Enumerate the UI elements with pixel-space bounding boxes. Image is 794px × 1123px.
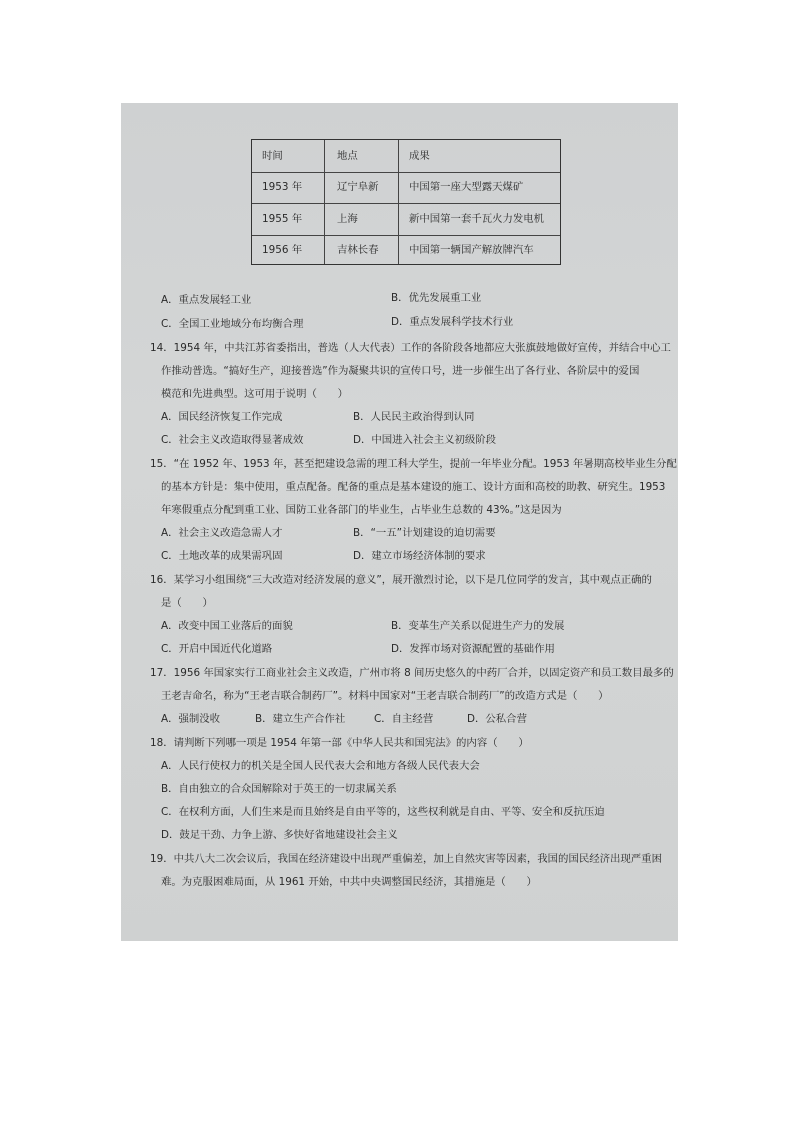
table-row [252, 172, 560, 205]
q13-option-a: A．重点发展轻工业 [161, 294, 252, 306]
cell-place: 吉林长春 [337, 244, 379, 257]
achievements-table [251, 139, 561, 265]
q13-option-d: D．重点发展科学技术行业 [391, 316, 514, 328]
q16-option-b: B．变革生产关系以促进生产力的发展 [391, 620, 565, 632]
q13-option-c: C．全国工业地域分布均衡合理 [161, 318, 304, 330]
q16-option-d: D．发挥市场对资源配置的基础作用 [391, 643, 555, 655]
header-result: 成果 [409, 149, 430, 162]
table-row [252, 235, 560, 267]
q18-stem: 18．请判断下列哪一项是 1954 年第一部《中华人民共和国宪法》的内容（ ） [150, 737, 529, 749]
table-row [252, 203, 560, 236]
q16-stem-line-2: 是（ ） [161, 597, 213, 609]
q16-stem-line-1: 16．某学习小组围绕“三大改造对经济发展的意义”，展开激烈讨论，以下是几位同学的发言，其中观点正确的 [150, 574, 652, 586]
q19-stem-line-2: 难。为克服困难局面，从 1961 开始，中共中央调整国民经济，其措施是（ ） [161, 876, 537, 888]
header-time: 时间 [262, 149, 283, 162]
q17-option-a: A．强制没收 [161, 713, 221, 725]
q14-option-c: C．社会主义改造取得显著成效 [161, 434, 304, 446]
q18-option-d: D．鼓足干劲、力争上游、多快好省地建设社会主义 [161, 829, 398, 841]
q18-option-b: B．自由独立的合众国解除对于英王的一切隶属关系 [161, 783, 397, 795]
q16-option-c: C．开启中国近代化道路 [161, 643, 273, 655]
q17-option-d: D．公私合营 [467, 713, 527, 725]
header-place: 地点 [337, 149, 358, 162]
cell-result: 中国第一辆国产解放牌汽车 [409, 244, 534, 257]
q15-option-a: A．社会主义改造急需人才 [161, 527, 283, 539]
q17-option-b: B．建立生产合作社 [255, 713, 346, 725]
q14-option-d: D．中国进入社会主义初级阶段 [353, 434, 497, 446]
q15-stem-line-2: 的基本方针是：集中使用，重点配备。配备的重点是基本建设的施工、设计方面和高校的助教、研究生。1953 [161, 481, 666, 493]
q16-option-a: A．改变中国工业落后的面貌 [161, 620, 293, 632]
table-header-row [252, 140, 560, 173]
cell-place: 辽宁阜新 [337, 181, 379, 194]
cell-result: 新中国第一套千瓦火力发电机 [409, 212, 545, 225]
q17-stem-line-1: 17．1956 年国家实行工商业社会主义改造，广州市将 8 间历史悠久的中药厂合并，以固定资产和员工数目最多的 [150, 667, 674, 679]
q15-option-c: C．土地改革的成果需巩固 [161, 550, 283, 562]
cell-place: 上海 [337, 212, 358, 225]
q18-option-c: C．在权利方面，人们生来是而且始终是自由平等的，这些权利就是自由、平等、安全和反抗压迫 [161, 806, 605, 818]
cell-time: 1955 年 [262, 212, 303, 225]
q15-stem-line-1: 15．“在 1952 年、1953 年，甚至把建设急需的理工科大学生，提前一年毕业分配。1953 年暑期高校毕业生分配 [150, 458, 677, 470]
q18-option-a: A．人民行使权力的机关是全国人民代表大会和地方各级人民代表大会 [161, 760, 480, 772]
scanned-exam-page [121, 103, 678, 941]
q19-stem-line-1: 19．中共八大二次会议后，我国在经济建设中出现严重偏差，加上自然灾害等因素，我国的国民经济出现严重困 [150, 853, 662, 865]
q14-option-a: A．国民经济恢复工作完成 [161, 411, 283, 423]
q13-option-b: B．优先发展重工业 [391, 292, 482, 304]
q14-stem-line-3: 模范和先进典型。这可用于说明（ ） [161, 388, 349, 400]
q15-option-d: D．建立市场经济体制的要求 [353, 550, 486, 562]
q14-stem-line-2: 作推动普选。“搞好生产，迎接普选”作为凝聚共识的宣传口号，进一步催生出了各行业、各阶层中的爱国 [161, 365, 640, 377]
q17-stem-line-2: 王老吉命名，称为“王老吉联合制药厂”。材料中国家对“王老吉联合制药厂”的改造方式是（ ） [161, 690, 609, 702]
q15-stem-line-3: 年寒假重点分配到重工业、国防工业各部门的毕业生，占毕业生总数的 43%。”这是因为 [161, 504, 562, 516]
q15-option-b: B．“一五”计划建设的迫切需要 [353, 527, 496, 539]
cell-time: 1953 年 [262, 181, 303, 194]
q17-option-c: C．自主经营 [374, 713, 434, 725]
q14-stem-line-1: 14．1954 年，中共江苏省委指出，普选（人大代表）工作的各阶段各地都应大张旗鼓地做好宣传，并结合中心工 [150, 342, 671, 354]
cell-result: 中国第一座大型露天煤矿 [409, 181, 524, 194]
cell-time: 1956 年 [262, 244, 303, 257]
q14-option-b: B．人民民主政治得到认同 [353, 411, 475, 423]
